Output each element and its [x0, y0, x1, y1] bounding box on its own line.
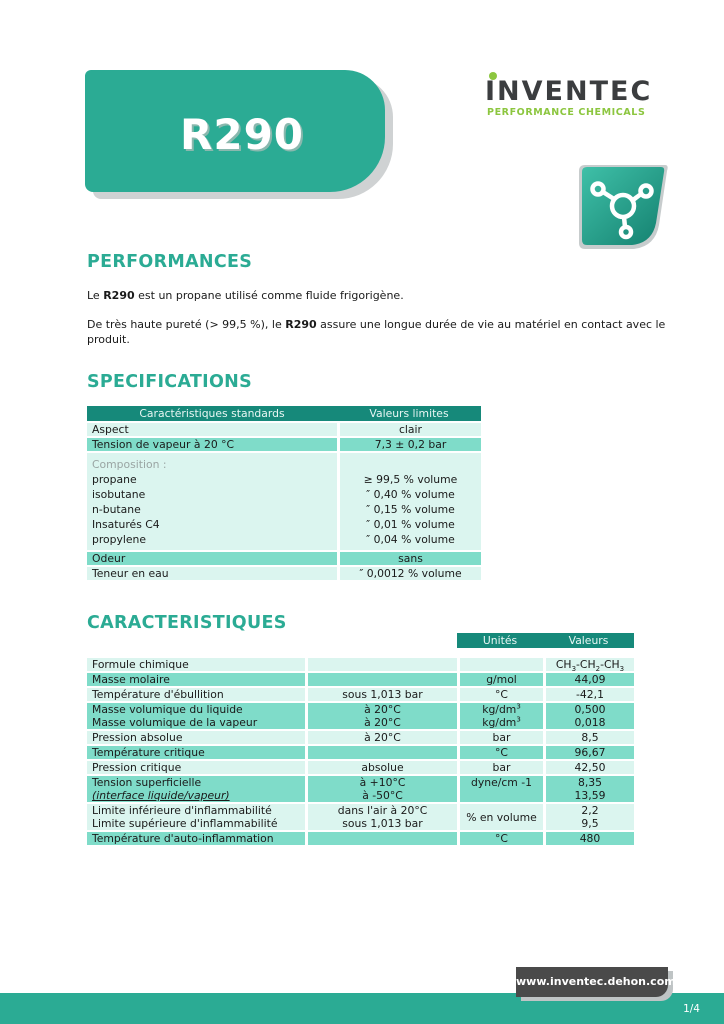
caracteristiques-table	[87, 631, 634, 847]
table-header	[87, 406, 481, 421]
composition-row: Composition : propane isobutane n-butane Insaturés C4 propylene ≥ 99,5 % volume ″ 0,40 % volume ″ 0,15 % volume ″ 0,01 % volume ″ 0,04 % volume	[87, 453, 481, 550]
logo-tagline: PERFORMANCE CHEMICALS	[487, 107, 646, 118]
inventec-logo	[485, 70, 675, 120]
molecule-icon	[577, 163, 669, 251]
table-row: Température d'ébullition sous 1,013 bar °C -42,1	[87, 688, 634, 701]
table-row: Tension superficielle (interface liquide/vapeur) à +10°C à -50°C dyne/cm -1 8,35 13,59	[87, 776, 634, 802]
table-row: Pression critique absolue bar 42,50	[87, 761, 634, 774]
website-box	[516, 967, 676, 997]
column-header: Valeurs	[543, 633, 634, 648]
table-row: Aspect clair	[87, 423, 481, 436]
table-row: Masse volumique du liquide Masse volumique de la vapeur à 20°C à 20°C $kg/dm^3$ $kg/dm^3$ 0,500 0,018	[87, 703, 634, 729]
column-header: Valeurs limites	[337, 406, 481, 421]
table-row: Tension de vapeur à 20 °C 7,3 ± 0,2 bar	[87, 438, 481, 451]
table-header	[87, 633, 634, 648]
footer-band	[0, 993, 724, 1024]
table-row: Température critique °C 96,67	[87, 746, 634, 759]
logo-name: INVENTEC	[485, 76, 653, 107]
table-row: Température d'auto-inflammation °C 480	[87, 832, 634, 845]
column-header: Unités	[457, 633, 543, 648]
performances-paragraph-1: Le R290 est un propane utilisé comme fluide frigorigène.	[87, 289, 404, 302]
table-row: Limite inférieure d'inflammabilité Limite supérieure d'inflammabilité dans l'air à 20°C sous 1,013 bar % en volume 2,2 9,5	[87, 804, 634, 830]
performances-title: PERFORMANCES	[87, 252, 253, 272]
product-banner	[85, 70, 397, 198]
table-row: Masse molaire g/mol 44,09	[87, 673, 634, 686]
website-link[interactable]: www.inventec.dehon.com	[516, 975, 676, 988]
caracteristiques-title: CARACTERISTIQUES	[87, 613, 287, 633]
page-number: 1/4	[683, 1003, 700, 1015]
performances-paragraph-2: De très haute pureté (> 99,5 %), le R290 assure une longue durée de vie au matériel en contact avec le produit.	[87, 318, 666, 346]
composition-label: Composition :	[92, 458, 167, 471]
column-header: Caractéristiques standards	[87, 406, 337, 421]
specifications-table	[87, 404, 481, 582]
table-row: Formule chimique $CH_3-CH_2-CH_3$	[87, 658, 634, 671]
specifications-title: SPECIFICATIONS	[87, 372, 253, 392]
table-row: Odeur sans	[87, 552, 481, 565]
product-title: R290	[180, 110, 305, 159]
table-row: Teneur en eau ″ 0,0012 % volume	[87, 567, 481, 580]
table-row: Pression absolue à 20°C bar 8,5	[87, 731, 634, 744]
chemical-formula: $CH_3-CH_2-CH_3$	[543, 658, 634, 671]
